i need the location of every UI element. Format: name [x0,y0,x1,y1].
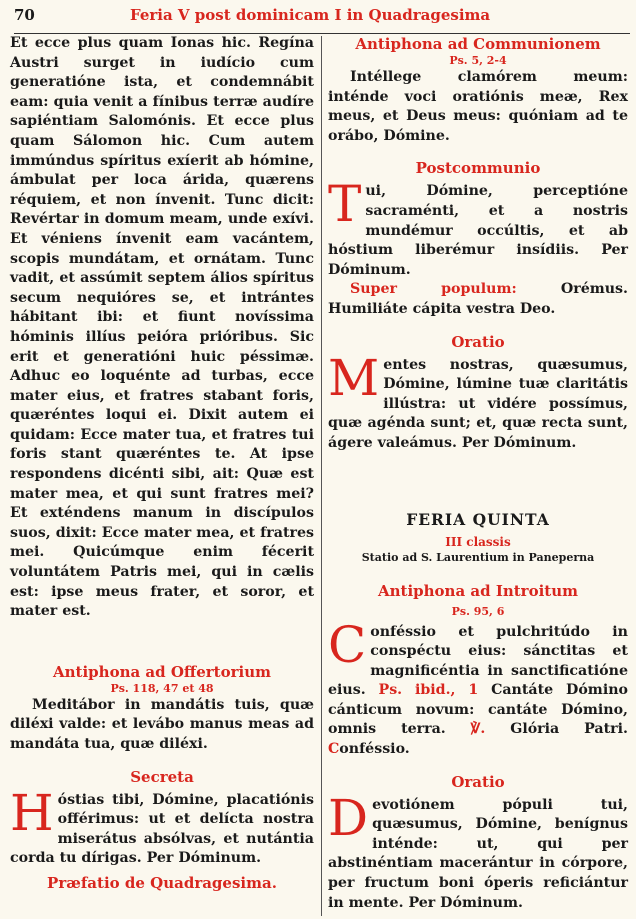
repeat-text: onféssio. [339,741,410,758]
secreta-text: óstias tibi, Dómine, placatiónis offérimus: ut et delícta nostra miserátus absólvas, et nutántia corda tu dírigas. Per Dóminum. [10,791,314,867]
offertory-heading: Antiphona ad Offertorium [53,662,271,681]
secreta-drop-cap: H [10,783,54,842]
introit-psalm-reference: Ps. ibid., 1 [378,682,479,699]
oratio-heading: Oratio [451,332,505,351]
offertory-text: Meditábor in mandátis tuis, quæ diléxi valde: et levábo manus meas ad mandáta tua, quæ diléxi. [10,696,314,752]
versicle-symbol: ℣. [470,721,486,738]
secreta-paragraph [10,783,314,869]
introit-reference: Ps. 95, 6 [451,604,505,618]
gloria-patri: Glória Patri. [510,721,628,738]
day-class: III classis [445,534,511,549]
left-column [10,34,314,893]
running-title: Feria V post dominicam I in Quadragesima [130,6,491,24]
oratio-paragraph [328,348,628,454]
oratio-2-heading: Oratio [451,772,505,791]
introit-psalm-text: Cantáte Dómino cánticum novum: cantáte Dómino, omnis terra. [328,682,628,738]
oratio-text: entes nostras, quæsumus, Dómine, lúmine tuæ claritátis illústra: ut vidére possímus, quæ agénda sunt; et, quæ recta sunt, ágere valeámus. Per Dóminum. [328,356,628,451]
introit-heading: Antiphona ad Introitum [377,581,578,600]
introit-paragraph [328,615,628,760]
day-statio: Statio ad S. Laurentium in Paneperna [361,550,595,564]
offertory-reference: Ps. 118, 47 et 48 [110,681,214,695]
postcommunion-heading: Postcommunio [415,159,541,178]
postcommunion-paragraph [328,175,628,280]
communion-reference: Ps. 5, 2-4 [449,54,507,67]
oratio-2-drop-cap: D [328,788,369,847]
communion-heading: Antiphona ad Communionem [355,35,601,53]
postcommunion-text: ui, Dómine, perceptióne sacraménti, et a nostris mundémur occúltis, et ab hóstium liberémur insídiis. Per Dóminum. [328,183,628,278]
column-divider [321,36,322,916]
right-column [328,34,628,913]
page-header [0,4,636,30]
introit-text: onféssio et pulchritúdo in conspéctu eius: sánctitas et magnificéntia in sanctificatióne eius. [328,623,628,699]
repeat-initial: C [328,741,340,758]
oratio-2-paragraph [328,788,628,914]
postcommunion-drop-cap: T [328,175,362,234]
super-populum-label: Super populum: [350,281,517,298]
secreta-heading: Secreta [130,767,194,786]
communion-text: Intéllege clamórem meum: inténde voci oratiónis meæ, Rex meus, et Deus meus: quóniam ad te orábo, Dómine. [328,69,628,144]
preface-note: Præfatio de Quadragesima. [47,873,277,892]
super-populum-text: Orémus. Humiliáte cápita vestra Deo. [328,281,628,317]
oratio-drop-cap: M [328,348,380,407]
super-populum-paragraph [328,280,628,319]
page-number: 70 [14,6,35,24]
gospel-text: Et ecce plus quam Ionas hic. Regína Austri surget in iudício cum generatióne ista, et condemnábit eam: quia venit a fínibus terræ audíre sapiéntiam Salomónis. Et ecce plus quam Sálomon hic. Cum autem immúndus spíritus exíerit ab hómine, ámbulat per loca árida, quærens réquiem, et non ínvenit. Tunc dicit: Revértar in domum meam, unde exívi. Et véniens ínvenit eam vacántem, scopis mundátam, et ornátam. Tunc vadit, et assúmit septem álios spíritus secum nequióres se, et intrántes hábitant ibi: et fiunt novíssima hóminis illíus peióra prióribus. Sic erit et generatióni huic péssimæ. Adhuc eo loquénte ad turbas, ecce mater eius, et fratres stabant foris, quæréntes loqui ei. Dixit autem ei quidam: Ecce mater tua, et fratres tui foris stant quæréntes te. At ipse respondens dicénti sibi, ait: Quæ est mater mea, et qui sunt fratres mei? Et exténdens manum in discípulos suos, dixit: Ecce mater mea, et fratres mei. Quicúmque enim fécerit voluntátem Patris mei, qui in cælis est: ipse meus frater, et soror, et mater est. [10,35,314,620]
day-title: FERIA QUINTA [406,509,550,529]
oratio-2-text: evotiónem pópuli tui, quæsumus, Dómine, benígnus inténde: ut, qui per abstinéntiam macerántur in córpore, per fructum boni óperis reficiántur in mente. Per Dóminum. [328,796,628,911]
introit-drop-cap: C [328,615,367,674]
